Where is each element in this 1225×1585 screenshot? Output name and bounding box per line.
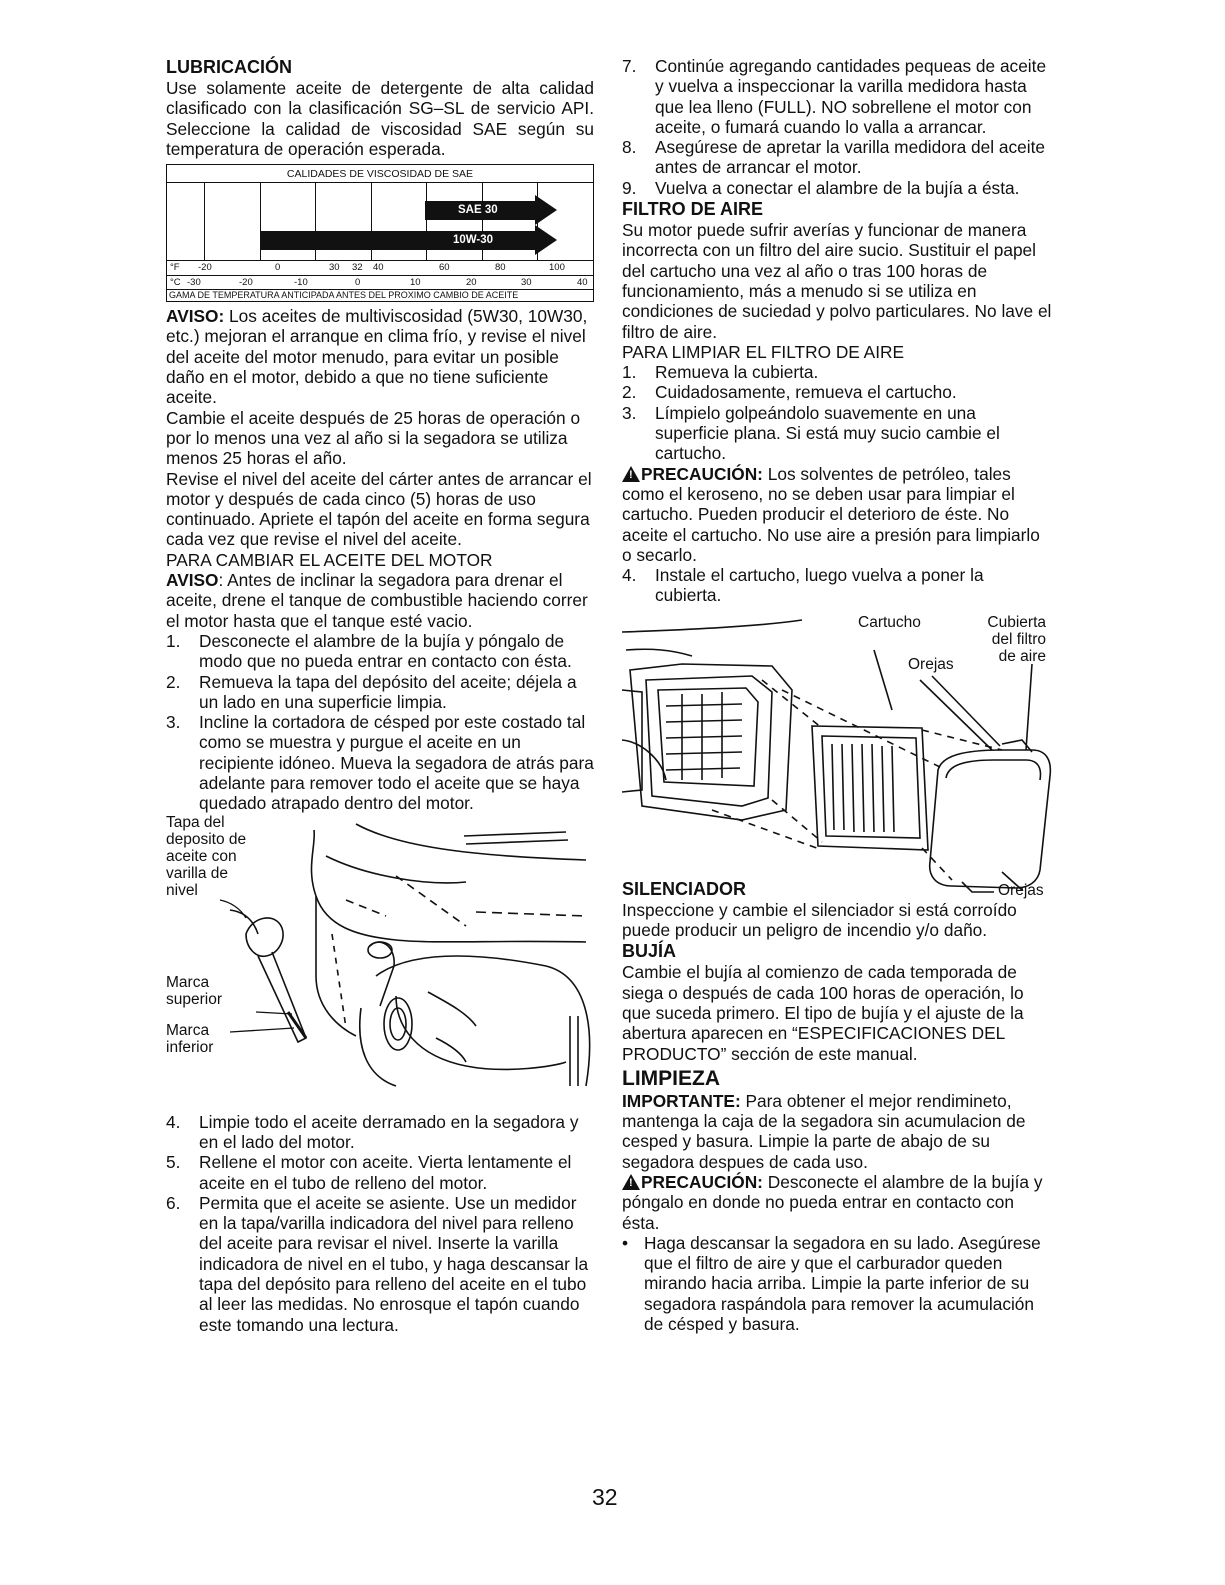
lubricacion-intro: Use solamente aceite de detergente de alta calidad clasificado con la clasificación SG–SL de servicio API. Seleccione la calidad de viscosidad SAE según su temperatura de operación esperada. [166,78,594,159]
sae30-label: SAE 30 [458,204,498,217]
precaucion-desconecte: !PRECAUCIÓN: Desconecte el alambre de la bujía y póngalo en donde no pueda entrar en contacto con ésta. [622,1172,1054,1233]
f-tick: 0 [275,262,281,274]
c-tick: 20 [466,277,477,289]
cambio-aceite-text: Cambie el aceite después de 25 horas de operación o por lo menos una vez al año si la segadora se utiliza menos 25 horas el año. [166,407,581,469]
10w30-label: 10W-30 [453,234,494,247]
sae30-arrow [535,195,557,225]
c-tick: 40 [577,277,588,289]
list-item: 6. Permita que el aceite se asiente. Use un medidor en la tapa/varilla indicadora del nivel para relleno del aceite para revisar el nivel. Inserte la varilla indicadora de nivel en el tubo, y haga descansar la tapa del depósito para relleno del aceite en el tubo al leer las medidas. No enrosque el tapón cuando este tomando una lectura. [166,1192,589,1335]
10w30-bar [260,231,537,250]
list-item: 4. Instale el cartucho, luego vuelva a poner la cubierta. [622,565,984,606]
sae-table-footer: GAMA DE TEMPERATURA ANTICIPADA ANTES DEL PROXIMO CAMBIO DE ACEITE [169,290,519,301]
cartucho-label: Cartucho [858,613,921,631]
list-item: 7. Continúe agregando cantidades pequeas de aceite y vuelva a inspeccionar la varilla medidora hasta que lea lleno (FULL). NO sobrellene el motor con aceite, o fumará cuando lo valla a arrancar. [622,56,1047,137]
orejas-label-top: Orejas [908,655,954,673]
c-tick: 0 [355,277,361,289]
revise-nivel-text: Revise el nivel del aceite del cárter antes de arrancar el motor y después de cada cinco (5) horas de uso continuado. Apriete el tapón del aceite en forma segura cada vez que revise el nivel del aceite. [166,468,592,550]
list-item: 4. Limpie todo el aceite derramado en la segadora y en el lado del motor. [166,1111,579,1152]
tapa-label: Tapa del deposito de aceite con varilla de nivel [166,813,247,899]
limpiar-filtro-heading: PARA LIMPIAR EL FILTRO DE AIRE [622,341,905,362]
marca-superior-label: Marca superior [166,973,222,1008]
f-tick: 30 [329,262,340,274]
cambiar-aceite-heading: PARA CAMBIAR EL ACEITE DEL MOTOR [166,549,493,570]
cambio-aceite-steps [166,631,594,814]
bujia-title: BUJÍA [622,941,677,962]
marca-inferior-label: Marca inferior [166,1021,214,1056]
silenciador-text: Inspeccione y cambie el silenciador si está corroído puede producir un peligro de incendio y/o daño. [622,899,1017,941]
sae-table-title: CALIDADES DE VISCOSIDAD DE SAE [286,168,474,181]
f-tick: -20 [198,262,212,274]
oil-dipstick-figure [166,813,594,1112]
f-unit: °F [170,262,180,274]
c-tick: -30 [187,277,201,289]
precaucion-solventes: !PRECAUCIÓN: Los solventes de petróleo, tales como el keroseno, no se deben usar para limpiar el cartucho. Pueden producir el deterioro de éste. No aceite el cartucho. No use aire a presión para limpiarlo o secarlo. [622,464,1054,565]
bujia-text: Cambie el bujía al comienzo de cada temporada de siega o después de cada 100 horas de operación, lo que suceda primero. El tipo de bujía y el ajuste de la abertura aparecen en “ESPECIFICACIONES DEL PRODUCTO” sección de este manual. [622,962,1024,1064]
silenciador-title: SILENCIADOR [622,878,747,899]
cambio-aceite-steps-continued [166,1112,594,1335]
orejas-label-bottom: Orejas [998,881,1044,899]
list-item: 3. Límpielo golpeándolo suavemente en una superficie plana. Si está muy sucio cambie el cartucho. [622,402,1000,464]
list-item: 3. Incline la cortadora de césped por este costado tal como se muestra y purgue el aceite en un recipiente idóneo. Mueva la segadora de atrás para adelante para remover todo el aceite que se haya quedado atrapado dentro del motor. [166,712,594,814]
f-tick: 100 [549,262,565,274]
limpieza-bullets [622,1233,1054,1334]
f-tick: 80 [495,262,506,274]
air-filter-figure [622,610,1054,898]
lubricacion-title: LUBRICACIÓN [166,57,292,77]
list-item: 9. Vuelva a conectar el alambre de la bujía a ésta. [622,177,1020,198]
c-unit: °C [170,277,181,289]
list-item: 1. Desconecte el alambre de la bujía y póngalo de modo que no pueda entrar en contacto con ésta. [166,630,572,672]
10w30-arrow [535,225,557,255]
limpiar-filtro-step4 [622,565,1054,606]
limpiar-filtro-steps [622,362,1054,463]
c-tick: -10 [294,277,308,289]
c-tick: -20 [239,277,253,289]
right-column [622,56,1054,1334]
filtro-aire-text: Su motor puede sufrir averías y funcionar de manera incorrecta con un filtro del aire sucio. Sustituir el papel del cartucho una vez al año o tras 100 horas de funcionamiento, más a menudo si se utiliza en condiciones de suciedad y polvo particulares. No lave el filtro de aire. [622,220,1052,342]
list-item: 2. Cuidadosamente, remueva el cartucho. [622,382,957,403]
limpieza-title: LIMPIEZA [622,1066,720,1090]
f-tick: 60 [439,262,450,274]
aviso-drenar: AVISO: Antes de inclinar la segadora para drenar el aceite, drene el tanque de combustible haciendo correr el motor hasta que el tanque esté vacio. [166,570,588,631]
c-tick: 30 [521,277,532,289]
cambio-aceite-steps-right [622,56,1054,198]
list-item: 8. Asegúrese de apretar la varilla medidora del aceite antes de arrancar el motor. [622,137,1046,178]
list-item: 1. Remueva la cubierta. [622,362,819,383]
list-item: • Haga descansar la segadora en su lado. Asegúrese que el filtro de aire y que el carburador queden mirando hacia arriba. Limpie la parte inferior de su segadora raspándola para remover la acumulación de césped y basura. [622,1232,1041,1335]
sae-viscosity-table [166,164,594,302]
c-tick: 10 [410,277,421,289]
f-tick: 32 [352,262,363,274]
warning-icon [622,1174,640,1190]
page-number: 32 [592,1484,618,1510]
filtro-aire-title: FILTRO DE AIRE [622,199,763,220]
cubierta-label: Cubierta del filtro de aire [987,613,1046,665]
importante-text: IMPORTANTE: Para obtener el mejor rendimineto, mantenga la caja de la segadora sin acumulacion de cesped y basura. Limpie la parte de abajo de su segadora despues de cada uso. [622,1090,1026,1172]
f-tick: 40 [373,262,384,274]
left-column [166,56,594,1335]
list-item: 2. Remueva la tapa del depósito del aceite; déjela a un lado en una superficie limpia. [166,671,577,712]
aviso-multiviscosidad: AVISO: Los aceites de multiviscosidad (5W30, 10W30, etc.) mejoran el arranque en clima frío, y revise el nivel del aceite del motor menudo, para evitar un posible daño en el motor, debido a que no tiene suficiente aceite. [166,306,588,408]
warning-icon [622,466,640,482]
list-item: 5. Rellene el motor con aceite. Vierta lentamente el aceite en el tubo de relleno del motor. [166,1152,572,1193]
